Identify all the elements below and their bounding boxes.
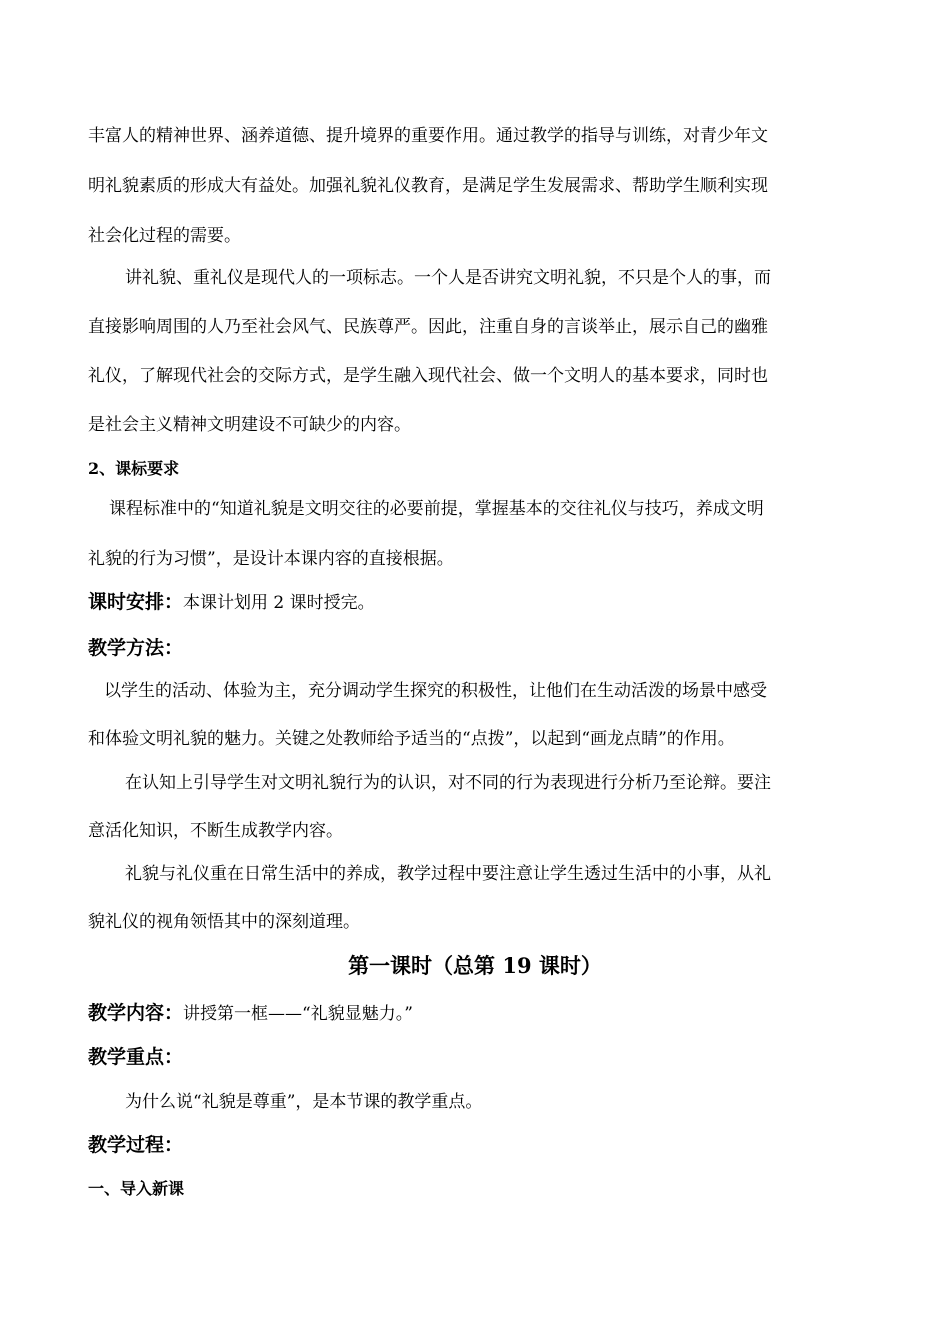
method-heading: 教学方法： <box>88 637 184 659</box>
paragraph-line: 明礼貌素质的形成大有益处。加强礼貌礼仪教育，是满足学生发展需求、帮助学生顺利实现 <box>88 176 768 196</box>
paragraph-line: 礼仪，了解现代社会的交际方式，是学生融入现代社会、做一个文明人的基本要求，同时也 <box>88 366 768 386</box>
paragraph-line: 社会化过程的需要。 <box>88 226 241 246</box>
paragraph-line: 讲礼貌、重礼仪是现代人的一项标志。一个人是否讲究文明礼貌，不只是个人的事，而 <box>125 268 771 288</box>
schedule-label: 课时安排： <box>88 591 184 613</box>
lesson-title: 第一课时（总第 19 课时） <box>348 953 602 978</box>
paragraph-line: 直接影响周围的人乃至社会风气、民族尊严。因此，注重自身的言谈举止，展示自己的幽雅 <box>88 317 768 337</box>
paragraph-line: 是社会主义精神文明建设不可缺少的内容。 <box>88 415 411 435</box>
paragraph-line: 和体验文明礼貌的魅力。关键之处教师给予适当的“点拨”，以起到“画龙点睛”的作用。 <box>88 729 735 749</box>
content-line <box>88 1001 863 1026</box>
paragraph-line: 意活化知识，不断生成教学内容。 <box>88 821 343 841</box>
section-one-heading: 一、导入新课 <box>88 1179 185 1198</box>
content-text: 讲授第一框——“礼貌显魅力。” <box>183 1004 413 1024</box>
paragraph-line: 在认知上引导学生对文明礼貌行为的认识，对不同的行为表现进行分析乃至论辩。要注 <box>125 773 771 793</box>
focus-heading: 教学重点： <box>88 1046 184 1068</box>
schedule-text: 本课计划用 2 课时授完。 <box>183 593 375 613</box>
content-label: 教学内容： <box>88 1002 184 1024</box>
section-heading: 2、课标要求 <box>88 459 180 478</box>
paragraph-line: 貌礼仪的视角领悟其中的深刻道理。 <box>88 912 360 932</box>
paragraph-line: 丰富人的精神世界、涵养道德、提升境界的重要作用。通过教学的指导与训练，对青少年文 <box>88 126 768 146</box>
paragraph-line: 礼貌与礼仪重在日常生活中的养成，教学过程中要注意让学生透过生活中的小事，从礼 <box>125 864 771 884</box>
paragraph-line: 以学生的活动、体验为主，充分调动学生探究的积极性，让他们在生动活泼的场景中感受 <box>104 681 767 701</box>
schedule-line <box>88 590 863 615</box>
focus-text: 为什么说“礼貌是尊重”，是本节课的教学重点。 <box>125 1092 483 1112</box>
paragraph-line: 课程标准中的“知道礼貌是文明交往的必要前提，掌握基本的交往礼仪与技巧，养成文明 <box>109 499 764 519</box>
paragraph-line: 礼貌的行为习惯”，是设计本课内容的直接根据。 <box>88 549 454 569</box>
process-heading: 教学过程： <box>88 1134 184 1156</box>
